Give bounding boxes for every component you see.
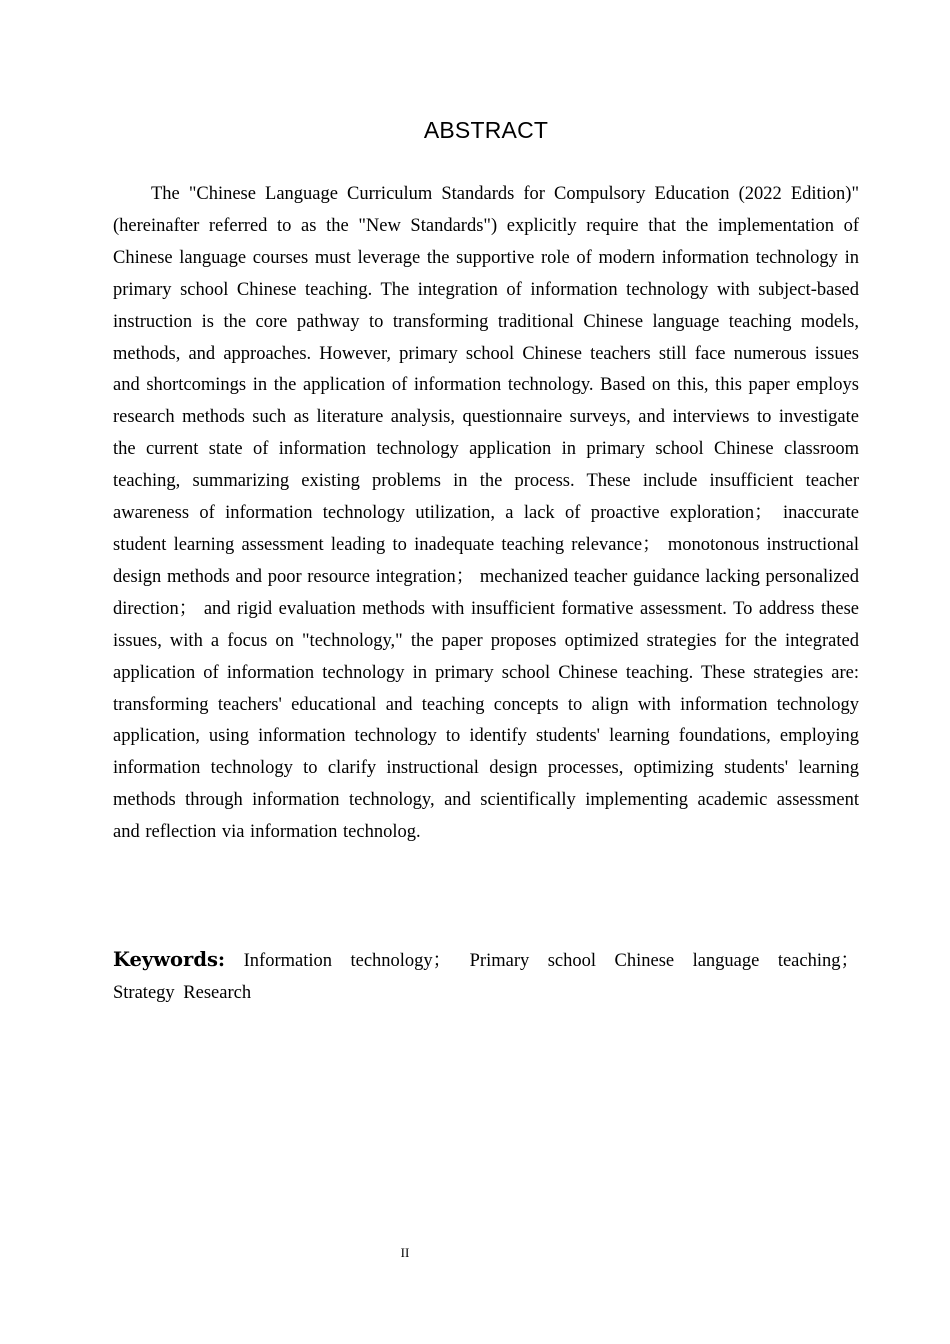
keywords-paragraph — [113, 944, 859, 1009]
abstract-title: ABSTRACT — [423, 117, 549, 143]
page-number: II — [400, 1245, 410, 1260]
keywords-label: Keywords: — [113, 948, 226, 971]
abstract-body-text: The "Chinese Language Curriculum Standards for Compulsory Education (2022 Edition)" (hereinafter referred to as the "New Standards") explicitly require that the implementation of Chinese language courses must leverage the supportive role of modern information technology in primary school Chinese teaching. The integration of information technology with subject-based instruction is the core pathway to transforming traditional Chinese language teaching models, methods, and approaches. However, primary school Chinese teachers still face numerous issues and shortcomings in the application of information technology. Based on this, this paper employs research methods such as literature analysis, questionnaire surveys, and interviews to investigate the current state of information technology application in primary school Chinese classroom teaching, summarizing existing problems in the process. These include insufficient teacher awareness of information technology utilization, a lack of proactive exploration； inaccurate student learning assessment leading to inadequate teaching relevance； monotonous instructional design methods and poor resource integration； mechanized teacher guidance lacking personalized direction； and rigid evaluation methods with insufficient formative assessment. To address these issues, with a focus on "technology," the paper proposes optimized strategies for the integrated application of information technology in primary school Chinese teaching. These strategies are: transforming teachers' educational and teaching concepts to align with information technology application, using information technology to identify students' learning foundations, employing information technology to clarify instructional design processes, optimizing students' learning methods through information technology, and scientifically implementing academic assessment and reflection via information technolog. — [113, 184, 859, 843]
keywords-list: Information technology； Primary school Chinese language teaching； Strategy Research — [113, 951, 859, 1003]
